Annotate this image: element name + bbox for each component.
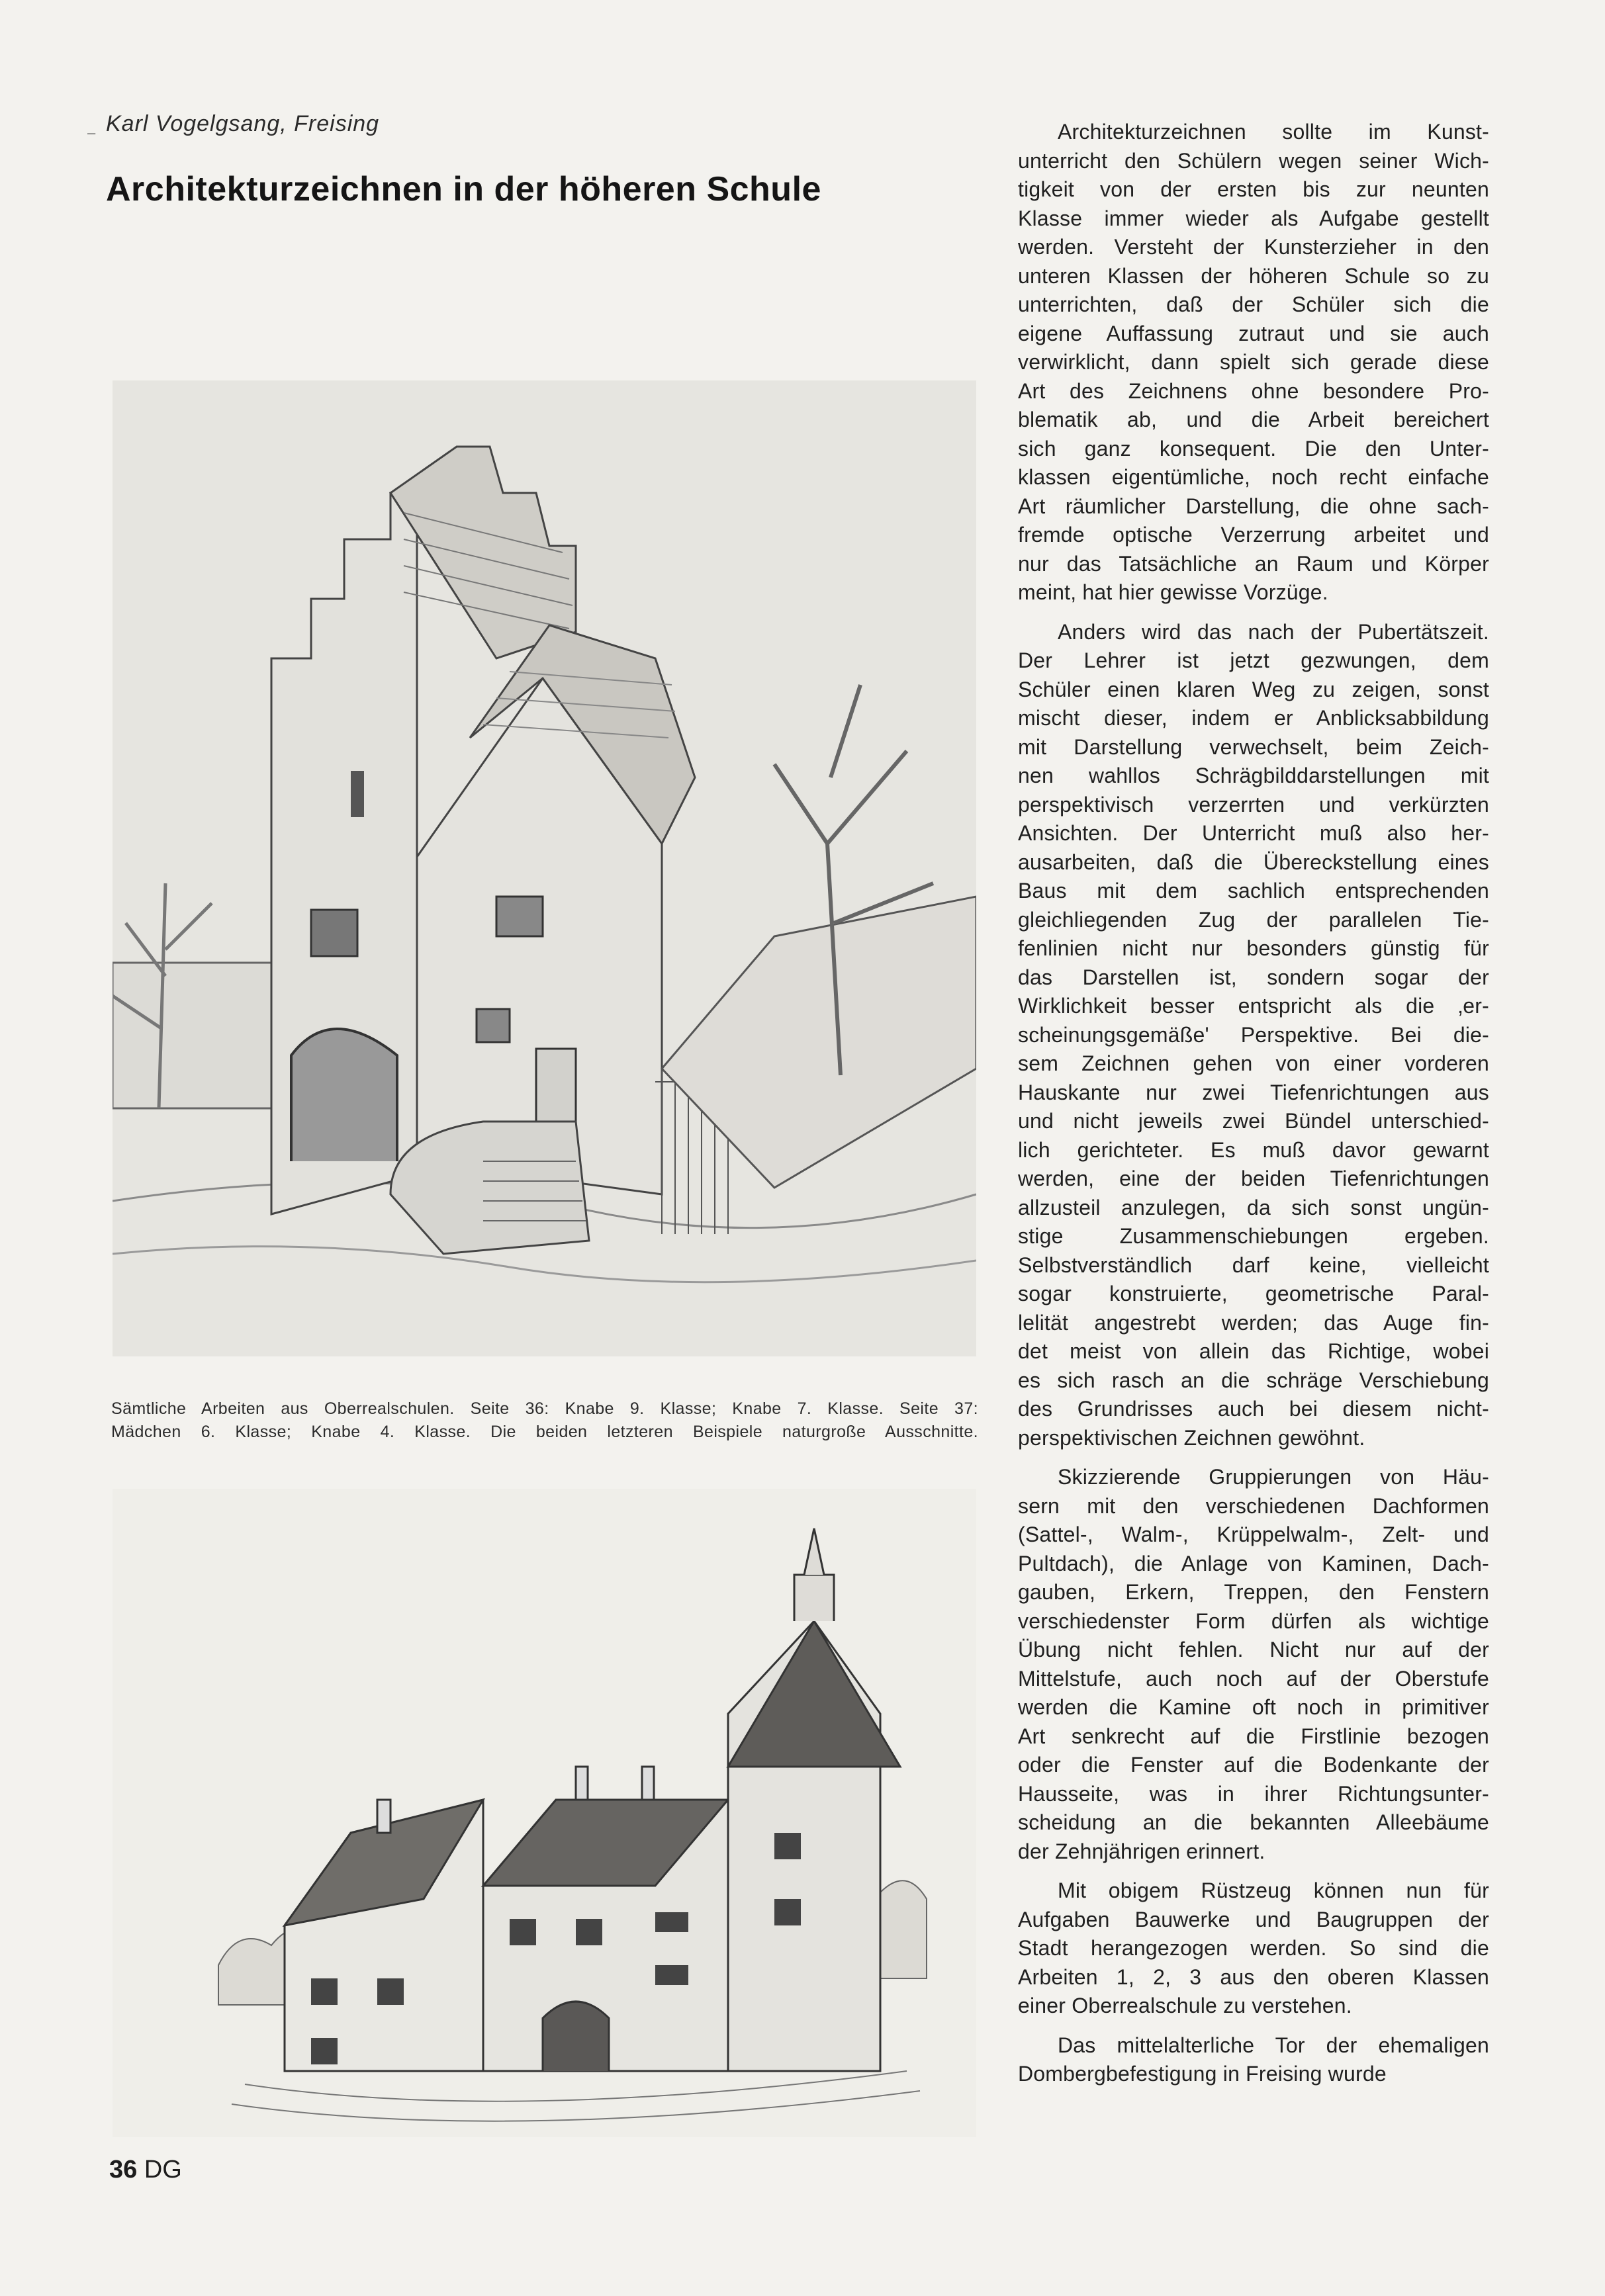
body-line: perspektivischen Zeichnen gewöhnt.: [1018, 1425, 1365, 1450]
body-line: lich gerichteter. Es muß davor gewarnt: [1018, 1137, 1489, 1162]
body-line: allzusteil anzulegen, da sich sonst ungün-: [1018, 1195, 1489, 1219]
body-line: oder die Fenster auf die Bodenkante der: [1018, 1753, 1489, 1777]
body-line: nur das Tatsächliche an Raum und Körper: [1018, 551, 1489, 576]
body-line: klassen eigentümliche, noch recht einfache: [1018, 465, 1489, 489]
body-line: das Darstellen ist, sondern sogar der: [1018, 965, 1489, 989]
body-line: det meist von allein das Richtige, wobei: [1018, 1339, 1489, 1363]
body-line: verwirklicht, dann spielt sich gerade diese: [1018, 350, 1489, 374]
body-line: Mit obigem Rüstzeug können nun für: [1058, 1878, 1489, 1902]
caption-line: Sämtliche Arbeiten aus Oberrealschulen. Seite 36: Knabe 9. Klasse; Knabe 7. Klasse. Seite 37:: [111, 1399, 978, 1418]
body-line: Übung nicht fehlen. Nicht nur auf der: [1018, 1638, 1489, 1661]
body-line: sogar konstruierte, geometrische Paral-: [1018, 1282, 1489, 1305]
body-line: scheinungsgemäße' Perspektive. Bei die-: [1018, 1022, 1489, 1047]
body-line: Wirklichkeit besser entspricht als die ‚er-: [1018, 994, 1489, 1018]
article-title: Architekturzeichnen in der höheren Schule: [106, 170, 821, 208]
body-line: eigene Auffassung zutraut und sie auch: [1018, 321, 1489, 345]
body-line: es sich rasch an die schräge Verschiebung: [1018, 1368, 1489, 1392]
body-line: Schüler einen klaren Weg zu zeigen, sonst: [1018, 677, 1489, 701]
page-number: 36: [109, 2156, 138, 2184]
body-line: meint, hat hier gewisse Vorzüge.: [1018, 580, 1328, 604]
body-paragraph: [1018, 618, 1489, 1453]
body-line: (Sattel-, Walm-, Krüppelwalm-, Zelt- und: [1018, 1523, 1489, 1546]
body-paragraph: [1018, 1877, 1489, 2021]
author-line: Karl Vogelgsang, Freising: [106, 111, 380, 136]
body-line: Das mittelalterliche Tor der ehemaligen: [1058, 2033, 1489, 2057]
body-paragraph: [1018, 1463, 1489, 1866]
body-line: sern mit den verschiedenen Dachformen: [1018, 1493, 1489, 1518]
margin-mark: –: [87, 124, 96, 141]
body-line: Pultdach), die Anlage von Kaminen, Dach-: [1018, 1551, 1489, 1575]
body-line: Ansichten. Der Unterricht muß also her-: [1018, 821, 1489, 845]
caption-line: Mädchen 6. Klasse; Knabe 4. Klasse. Die beiden letzteren Beispiele naturgroße Ausschnitte.: [111, 1423, 978, 1441]
body-line: ausarbeiten, daß die Übereckstellung eines: [1018, 850, 1489, 874]
body-line: und nicht jeweils zwei Bündel unterschied-: [1018, 1109, 1489, 1133]
body-line: Klasse immer wieder als Aufgabe gestellt: [1018, 206, 1489, 230]
body-line: unterricht den Schülern wegen seiner Wich-: [1018, 148, 1489, 173]
body-line: werden, eine der beiden Tiefenrichtungen: [1018, 1167, 1489, 1190]
body-line: Hausseite, was in ihrer Richtungsunter-: [1018, 1781, 1489, 1806]
body-line: Hauskante nur zwei Tiefenrichtungen aus: [1018, 1080, 1489, 1104]
body-line: gleichliegenden Zug der parallelen Tie-: [1018, 907, 1489, 932]
body-line: Architekturzeichnen sollte im Kunst-: [1058, 120, 1489, 144]
body-line: nen wahllos Schrägbilddarstellungen mit: [1018, 764, 1489, 787]
body-line: Skizzierende Gruppierungen von Häu-: [1058, 1465, 1489, 1489]
journal-abbrev: DG: [144, 2156, 182, 2184]
body-paragraph: [1018, 2031, 1489, 2089]
body-line: Selbstverständlich darf keine, vielleicht: [1018, 1253, 1489, 1277]
figure-house-group-drawing: [113, 1489, 976, 2137]
body-line: Arbeiten 1, 2, 3 aus den oberen Klassen: [1018, 1965, 1489, 1989]
body-line: blematik ab, und die Arbeit bereichert: [1018, 408, 1489, 431]
body-line: Art räumlicher Darstellung, die ohne sach-: [1018, 494, 1489, 518]
body-line: gauben, Erkern, Treppen, den Fenstern: [1018, 1580, 1489, 1604]
body-line: des Grundrisses auch bei diesem nicht-: [1018, 1397, 1489, 1421]
body-line: tigkeit von der ersten bis zur neunten: [1018, 177, 1489, 201]
body-line: Art des Zeichnens ohne besondere Pro-: [1018, 378, 1489, 403]
body-line: fremde optische Verzerrung arbeitet und: [1018, 523, 1489, 547]
body-line: Dombergbefestigung in Freising wurde: [1018, 2062, 1387, 2086]
article-body: [1018, 118, 1489, 2099]
body-line: fenlinien nicht nur besonders günstig für: [1018, 936, 1489, 960]
body-line: scheidung an die bekannten Alleebäume: [1018, 1810, 1489, 1834]
body-line: sich ganz konsequent. Die den Unter-: [1018, 436, 1489, 461]
body-line: unterrichten, daß der Schüler sich die: [1018, 292, 1489, 316]
figure-gatehouse-drawing: [113, 380, 976, 1356]
body-line: Der Lehrer ist jetzt gezwungen, dem: [1018, 648, 1489, 672]
figure-caption: [111, 1397, 978, 1444]
body-line: sem Zeichnen gehen von einer vorderen: [1018, 1051, 1489, 1075]
body-line: perspektivisch verzerrten und verkürzten: [1018, 792, 1489, 817]
body-paragraph: [1018, 118, 1489, 607]
body-line: der Zehnjährigen erinnert.: [1018, 1839, 1265, 1863]
body-line: mischt dieser, indem er Anblicksabbildung: [1018, 706, 1489, 730]
body-line: werden. Versteht der Kunsterzieher in den: [1018, 235, 1489, 259]
body-line: stige Zusammenschiebungen ergeben.: [1018, 1224, 1489, 1248]
body-line: unteren Klassen der höheren Schule so zu: [1018, 263, 1489, 288]
body-line: verschiedenster Form dürfen als wichtige: [1018, 1609, 1489, 1633]
body-line: lelität angestrebt werden; das Auge fin-: [1018, 1310, 1489, 1335]
body-line: Stadt herangezogen werden. So sind die: [1018, 1936, 1489, 1960]
body-line: mit Darstellung verwechselt, beim Zeich-: [1018, 734, 1489, 759]
body-line: einer Oberrealschule zu verstehen.: [1018, 1994, 1352, 2017]
body-line: Baus mit dem sachlich entsprechenden: [1018, 879, 1489, 903]
body-line: werden die Kamine oft noch in primitiver: [1018, 1695, 1489, 1719]
page-folio: [109, 2156, 182, 2184]
body-line: Mittelstufe, auch noch auf der Oberstufe: [1018, 1666, 1489, 1691]
body-line: Anders wird das nach der Pubertätszeit.: [1058, 619, 1489, 644]
body-line: Art senkrecht auf die Firstlinie bezogen: [1018, 1724, 1489, 1748]
body-line: Aufgaben Bauwerke und Baugruppen der: [1018, 1907, 1489, 1931]
